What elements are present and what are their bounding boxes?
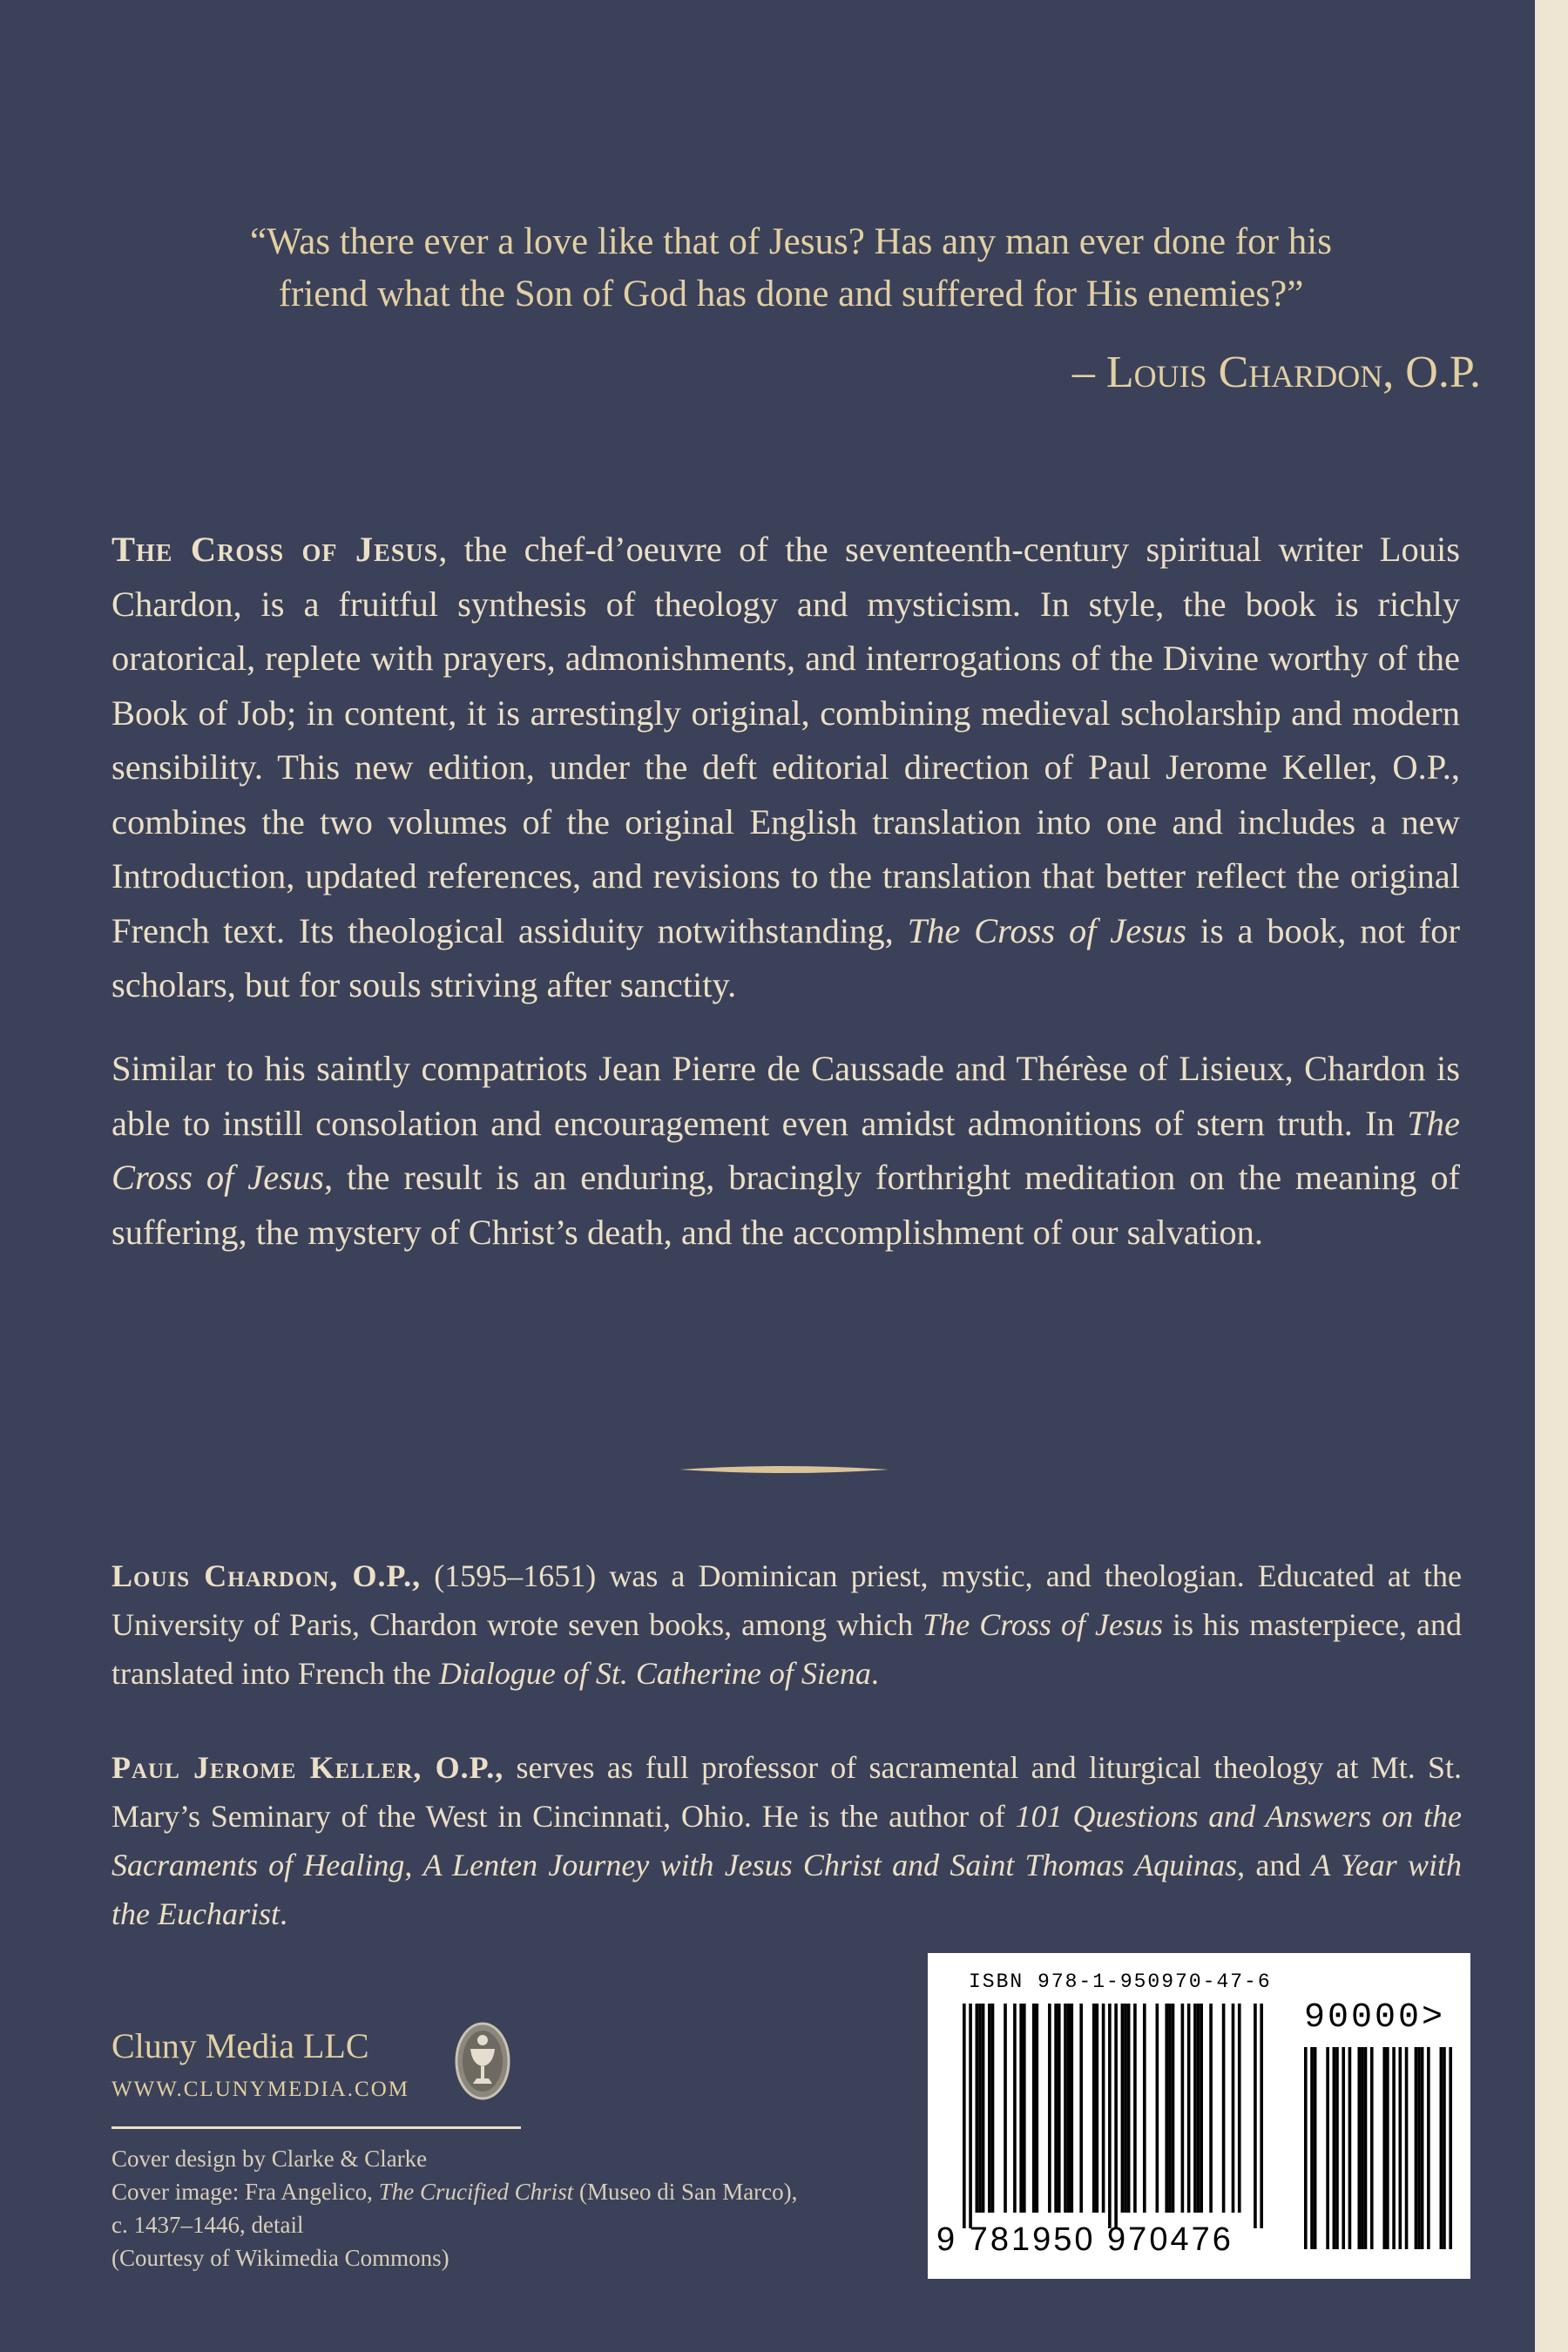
- barcode-bar: [1260, 2004, 1263, 2228]
- barcode-bar: [1165, 2004, 1168, 2213]
- barcode-bar: [976, 2004, 979, 2213]
- chalice-medallion-icon: [454, 2021, 511, 2101]
- ean-digits: 9 781950 970476: [936, 2221, 1233, 2258]
- barcode-bar: [1370, 2047, 1374, 2249]
- bio-italic: The Cross of Jesus: [923, 1607, 1163, 1642]
- bio-text: is his masterpiece, and translated into French the: [112, 1607, 1463, 1691]
- ornament-divider: [679, 1463, 889, 1476]
- barcode-bar: [1067, 2004, 1071, 2213]
- barcode-bar: [1058, 2004, 1061, 2213]
- barcode-bar: [1326, 2047, 1329, 2249]
- credit-cover-image: [112, 2175, 797, 2208]
- bio-text: ,: [404, 1848, 423, 1882]
- description-text: is a book, not for scholars, but for souls striving after sanctity.: [112, 910, 1460, 1004]
- barcode-bar: [1092, 2004, 1096, 2213]
- barcode-bar: [1124, 2004, 1127, 2213]
- description-paragraph-1: [112, 523, 1460, 1013]
- barcode-bar: [1333, 2047, 1336, 2249]
- barcode-bar: [1304, 2047, 1308, 2249]
- barcode-bar: [1070, 2004, 1073, 2213]
- credit-text: (Museo di San Marco),: [573, 2179, 798, 2205]
- barcode-bar: [1310, 2047, 1314, 2249]
- barcode-bar: [1102, 2004, 1105, 2213]
- barcode-bar: [1054, 2004, 1058, 2213]
- barcode-bar: [1168, 2004, 1172, 2213]
- barcode-bar: [1348, 2047, 1352, 2249]
- barcode-bar: [988, 2004, 991, 2213]
- description-text: Similar to his saintly compatriots Jean Pierre de Caussade and Thérèse of Lisieux, Chardon is able to instill consolation and encouragement even amidst admonitions of stern truth. In: [112, 1049, 1460, 1143]
- footer-rule: [112, 2126, 521, 2129]
- barcode-bar: [1019, 2004, 1023, 2213]
- bio-italic: A Lenten Journey with Jesus Christ and Saint Thomas Aquinas: [422, 1848, 1238, 1882]
- price-code: 90000>: [1304, 1998, 1446, 2038]
- quote-line-1: “Was there ever a love like that of Jesus? Has any man ever done for his: [250, 221, 1332, 262]
- barcode-bar: [1427, 2047, 1430, 2249]
- publisher-name: Cluny Media LLC: [112, 2026, 369, 2065]
- barcode-bar: [1417, 2047, 1421, 2249]
- bio-text: (1595–1651) was a Dominican priest, mystic, and theologian. Educated at the University of Paris, Chardon wrote seven books, among which: [112, 1558, 1462, 1642]
- barcode-bar: [1023, 2004, 1026, 2213]
- barcode-bar: [1382, 2047, 1386, 2249]
- barcode-bar: [1172, 2004, 1175, 2213]
- barcode-bar: [969, 2004, 972, 2228]
- barcode-bar: [1121, 2004, 1125, 2213]
- author-name: Louis Chardon, O.P.,: [112, 1558, 422, 1593]
- barcode-bar: [1335, 2047, 1339, 2249]
- barcode-bar: [1364, 2047, 1368, 2249]
- barcode-bar: [1361, 2047, 1364, 2249]
- credit-cover-design: Cover design by Clarke & Clarke: [112, 2146, 428, 2172]
- quote-attribution: – Louis Chardon, O.P.: [1071, 348, 1481, 397]
- barcode-bar: [1197, 2004, 1200, 2213]
- barcode-bar: [1209, 2004, 1213, 2213]
- barcode-bar: [1004, 2004, 1007, 2213]
- description-paragraph-2: [112, 1042, 1460, 1260]
- editor-bio: [112, 1743, 1462, 1938]
- barcode-bar: [963, 2004, 966, 2228]
- barcode-bar: [1156, 2004, 1159, 2213]
- barcode-bar: [1096, 2004, 1099, 2213]
- isbn-label: ISBN 978-1-950970-47-6: [969, 1970, 1272, 1993]
- description-text: , the result is an enduring, bracingly forthright meditation on the meaning of suffering, the mystery of Christ’s death, and the accomplishment of our salvation.: [112, 1158, 1460, 1252]
- barcode-bar: [1143, 2004, 1146, 2213]
- ean13-bars: [963, 2004, 1263, 2228]
- isbn-barcode: [928, 1953, 1470, 2279]
- publisher-url: WWW.CLUNYMEDIA.COM: [112, 2078, 409, 2101]
- barcode-bar: [1108, 2004, 1112, 2228]
- barcode-bar: [1079, 2004, 1083, 2213]
- credit-italic: The Crucified Christ: [378, 2179, 574, 2205]
- addon-bars: [1304, 2047, 1452, 2249]
- bio-text: , and: [1237, 1848, 1312, 1882]
- author-bio: [112, 1551, 1462, 1698]
- barcode-bar: [1232, 2004, 1235, 2213]
- barcode-bar: [1386, 2047, 1389, 2249]
- barcode-bar: [1181, 2004, 1185, 2213]
- barcode-bar: [1133, 2004, 1137, 2213]
- barcode-bar: [978, 2004, 982, 2213]
- barcode-bar: [1238, 2004, 1241, 2213]
- credit-text: Cover image: Fra Angelico,: [112, 2179, 379, 2205]
- description-text: , the chef-d’oeuvre of the seventeenth-century spiritual writer Louis Chardon, is a fruitful synthesis of theology and mysticism. In style, the book is richly oratorical, replete with prayers, admonishments, and interrogations of the Divine worthy of the Book of Job; in content, it is arrestingly original, combining medieval scholarship and modern sensibility. This new edition, under the deft editorial direction of Paul Jerome Keller, O.P., combines the two volumes of the original English translation into one and includes a new Introduction, updated references, and revisions to the translation that better reflect the original French text. Its theological assiduity notwithstanding,: [112, 530, 1460, 950]
- barcode-bar: [1399, 2047, 1402, 2249]
- barcode-bar: [991, 2004, 995, 2213]
- barcode-bar: [1449, 2047, 1452, 2249]
- barcode-bar: [1187, 2004, 1191, 2213]
- quote-line-2: friend what the Son of God has done and suffered for His enemies?”: [278, 274, 1304, 314]
- barcode-bar: [1048, 2004, 1051, 2213]
- barcode-bar: [1357, 2047, 1361, 2249]
- barcode-bar: [1013, 2004, 1017, 2213]
- barcode-bar: [1254, 2004, 1257, 2228]
- book-title-italic: The Cross of Jesus: [907, 910, 1186, 950]
- barcode-bar: [1405, 2047, 1409, 2249]
- barcode-bar: [1342, 2047, 1345, 2249]
- bio-italic: Dialogue of St. Catherine of Siena: [438, 1656, 871, 1691]
- barcode-bar: [1114, 2004, 1118, 2228]
- editor-name: Paul Jerome Keller, O.P.,: [112, 1750, 504, 1785]
- barcode-bar: [1314, 2047, 1317, 2249]
- book-title: The Cross of Jesus: [112, 530, 439, 569]
- barcode-bar: [1032, 2004, 1036, 2213]
- barcode-bar: [1421, 2047, 1424, 2249]
- bio-italic: A Year with the Eucharist: [112, 1848, 1463, 1931]
- barcode-bar: [982, 2004, 985, 2213]
- barcode-bar: [1064, 2004, 1067, 2213]
- barcode-bar: [1200, 2004, 1203, 2213]
- barcode-bar: [1443, 2047, 1446, 2249]
- bio-text: serves as full professor of sacramental and liturgical theology at Mt. St. Mary’s Seminary of the West in Cincinnati, Ohio. He is the author of: [112, 1750, 1462, 1834]
- barcode-bar: [1415, 2047, 1418, 2249]
- spine-edge: [1535, 0, 1568, 2352]
- barcode-bar: [1440, 2047, 1443, 2249]
- book-title-italic: The Cross of Jesus: [112, 1103, 1460, 1197]
- bio-italic: 101 Questions and Answers on the Sacraments of Healing: [112, 1799, 1462, 1882]
- bio-text: .: [279, 1896, 287, 1931]
- credit-courtesy: (Courtesy of Wikimedia Commons): [112, 2245, 449, 2271]
- barcode-bar: [1193, 2004, 1197, 2213]
- barcode-bar: [1222, 2004, 1226, 2213]
- barcode-bar: [1392, 2047, 1396, 2249]
- barcode-bar: [1127, 2004, 1131, 2213]
- barcode-bar: [1036, 2004, 1039, 2213]
- credit-date: c. 1437–1446, detail: [112, 2212, 304, 2238]
- bio-text: .: [870, 1656, 879, 1691]
